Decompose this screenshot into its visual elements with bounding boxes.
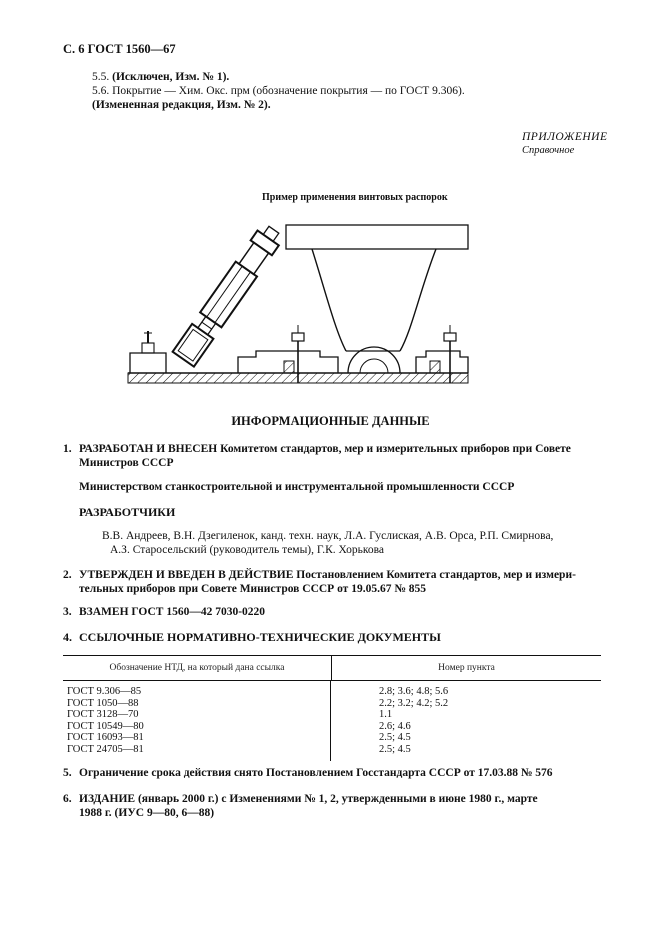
table-cell-clause: 2.6; 4.6 xyxy=(379,720,411,732)
clause-5-5 xyxy=(92,71,229,83)
figure-caption: Пример применения винтовых распорок xyxy=(262,192,448,203)
info-item-4 xyxy=(63,630,441,645)
table-cell-doc: ГОСТ 16093—81 xyxy=(67,732,144,743)
item-text: РАЗРАБОТАН И ВНЕСЕН Комитетом стандартов, мер и измерительных приборов при Совете xyxy=(79,443,571,455)
table-header-clause: Номер пункта xyxy=(438,663,495,673)
table-header-doc: Обозначение НТД, на который дана ссылка xyxy=(63,656,332,680)
item-text: УТВЕРЖДЕН И ВВЕДЕН В ДЕЙСТВИЕ Постановлением Комитета стандартов, мер и измери- xyxy=(79,569,576,581)
item-text: ВЗАМЕН ГОСТ 1560—42 7030-0220 xyxy=(79,606,266,618)
developers-line-2: А.З. Старосельский (руководитель темы), Г.К. Хорькова xyxy=(110,544,384,556)
table-cell-clause: 2.5; 4.5 xyxy=(379,743,411,755)
screw-strut-drawing xyxy=(120,205,470,405)
table-cell-doc: ГОСТ 1050—88 xyxy=(67,697,139,709)
item-text: ССЫЛОЧНЫЕ НОРМАТИВНО-ТЕХНИЧЕСКИЕ ДОКУМЕНТЫ xyxy=(79,630,441,644)
left-stop-block xyxy=(130,331,166,373)
table-cell-clause: 2.2; 3.2; 4.2; 5.2 xyxy=(379,697,449,709)
clause-text: (Исключен, Изм. № 1). xyxy=(112,71,230,83)
info-item-1-cont: Министров СССР xyxy=(79,457,174,469)
page-header: С. 6 ГОСТ 1560—67 xyxy=(63,42,176,56)
table-cell-doc: ГОСТ 24705—81 xyxy=(67,743,144,755)
table-col-clause xyxy=(331,681,601,761)
clause-5-6 xyxy=(92,85,465,97)
table-cell-doc: ГОСТ 3128—70 xyxy=(67,709,139,720)
item-text: Ограничение срока действия снято Постановлением Госстандарта СССР от 17.03.88 № 576 xyxy=(79,767,553,779)
item-number: 2. xyxy=(63,569,72,581)
table-cell-clause: 1.1 xyxy=(379,709,393,720)
item-number: 3. xyxy=(63,606,72,618)
table-cell-doc: ГОСТ 10549—80 xyxy=(67,720,144,732)
info-item-2-cont: тельных приборов при Совете Министров СССР от 19.05.67 № 855 xyxy=(79,583,427,595)
table-cell-clause: 2.8; 3.6; 4.8; 5.6 xyxy=(379,686,449,697)
item-number: 5. xyxy=(63,767,72,779)
info-title: ИНФОРМАЦИОННЫЕ ДАННЫЕ xyxy=(231,414,430,428)
clause-number: 5.6. xyxy=(92,85,110,97)
info-item-6 xyxy=(63,793,538,805)
item-number: 1. xyxy=(63,443,72,455)
clause-number: 5.5. xyxy=(92,71,110,83)
table-header-row xyxy=(63,656,601,681)
info-item-2 xyxy=(63,569,576,581)
developers-line-1: В.В. Андреев, В.Н. Дзегиленок, канд. техн. наук, Л.А. Гуслиская, А.В. Орса, Р.П. Смирнова, xyxy=(102,530,554,542)
table-cell-doc: ГОСТ 9.306—85 xyxy=(67,686,142,697)
table-cell-clause: 2.5; 4.5 xyxy=(379,732,411,743)
table-body xyxy=(63,681,601,761)
clause-amendment-note: (Измененная редакция, Изм. № 2). xyxy=(92,99,271,111)
developers-title: РАЗРАБОТЧИКИ xyxy=(79,505,176,519)
ministry-text: Министерством станкостроительной и инструментальной промышленности СССР xyxy=(79,481,515,493)
table-col-doc xyxy=(63,681,331,761)
info-item-5 xyxy=(63,767,553,779)
info-item-1 xyxy=(63,443,571,455)
item-number: 6. xyxy=(63,793,72,805)
item-text: ИЗДАНИЕ (январь 2000 г.) с Изменениями № 1, 2, утвержденными в июне 1980 г., марте xyxy=(79,793,538,805)
info-item-6-cont: 1988 г. (ИУС 9—80, 6—88) xyxy=(79,807,215,819)
info-item-3 xyxy=(63,606,265,618)
clause-text: Покрытие — Хим. Окс. прм (обозначение покрытия — по ГОСТ 9.306). xyxy=(112,85,465,97)
reference-table xyxy=(63,655,601,761)
item-number: 4. xyxy=(63,630,72,644)
strut-assembly xyxy=(173,222,285,366)
appendix-sublabel: Справочное xyxy=(522,145,575,156)
appendix-label: ПРИЛОЖЕНИЕ xyxy=(522,131,608,143)
